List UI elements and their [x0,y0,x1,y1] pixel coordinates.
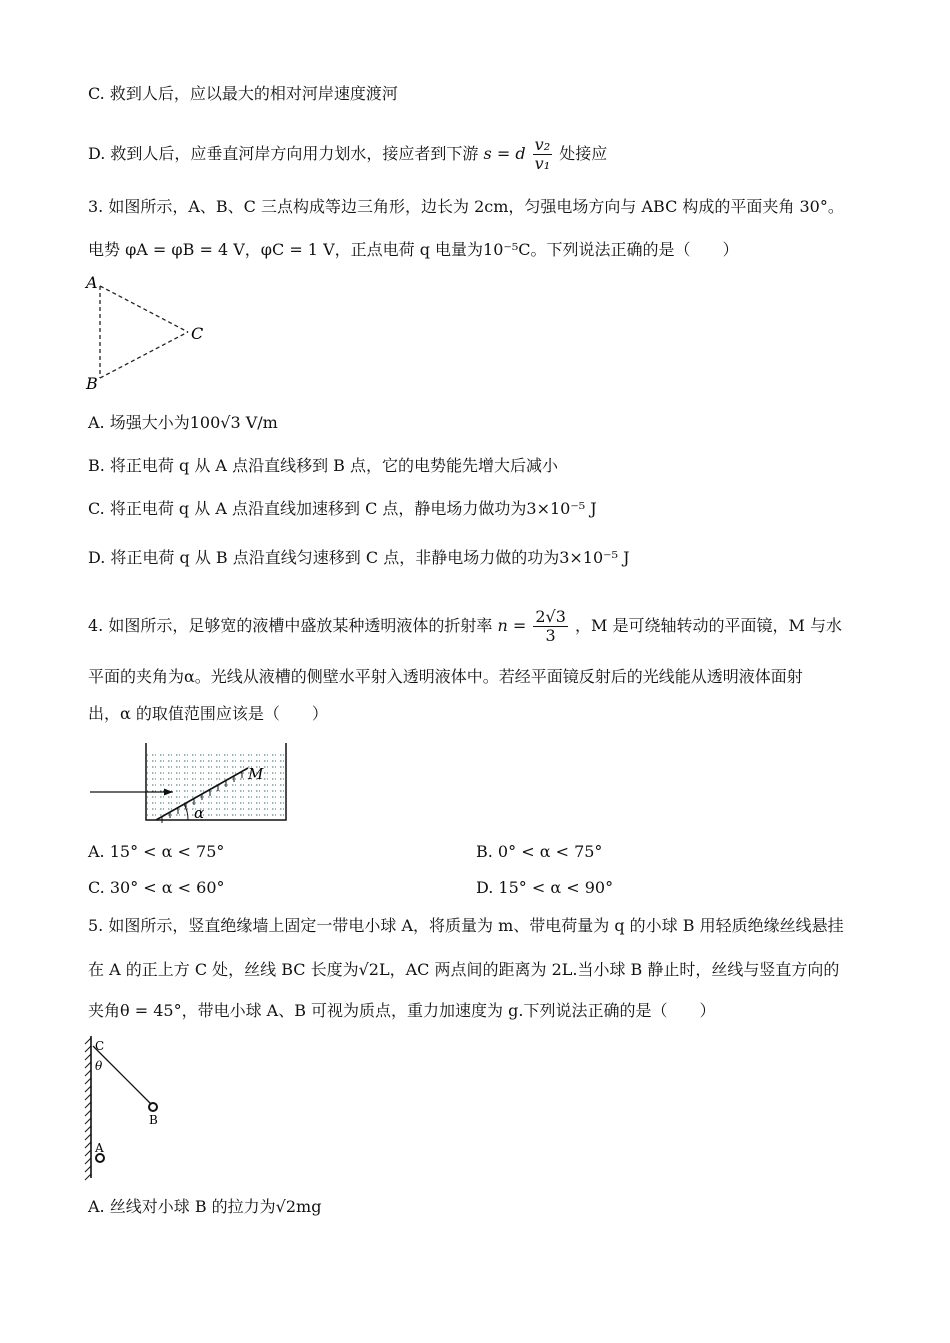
q4-option-a: A. 15° < α < 75° [88,842,225,861]
q4-stem-text: 4. 如图所示，足够宽的液槽中盛放某种透明液体的折射率 [88,616,493,635]
q2-option-d-denominator: v₁ [534,154,551,173]
q5-label-a: A [95,1141,104,1155]
q2-option-d-tail: 处接应 [559,144,608,163]
q2-option-d-text: D. 救到人后，应垂直河岸方向用力划水，接应者到下游 [88,144,479,163]
q4-liquid-tank-figure [88,740,303,824]
q4-stem-line2: 平面的夹角为α。光线从液槽的侧壁水平射入透明液体中。若经平面镜反射后的光线能从透明液体面射 [88,667,803,686]
q5-ball-a [96,1154,104,1162]
q3-side-ac [100,286,188,332]
q5-stem-line2: 在 A 的正上方 C 处，丝线 BC 长度为√2L，AC 两点间的距离为 2L.当小球 B 静止时，丝线与竖直方向的 [88,960,840,979]
q4-label-m: M [248,765,264,783]
q3-option-d: D. 将正电荷 q 从 B 点沿直线匀速移到 C 点，非静电场力做的功为3×10⁻⁵ J [88,548,630,567]
q3-side-bc [100,332,188,378]
q5-ball-b [149,1103,157,1111]
q3-label-b: B [86,374,98,393]
q4-stem-text-tail: ，M 是可绕轴转动的平面镜，M 与水 [575,616,842,635]
q3-option-c: C. 将正电荷 q 从 A 点沿直线加速移到 C 点，静电场力做功为3×10⁻⁵ J [88,499,597,518]
q3-label-c: C [191,324,204,343]
q4-stem-line1 [88,608,842,645]
q2-option-d-fraction [533,136,552,173]
q5-stem-line1: 5. 如图所示，竖直绝缘墙上固定一带电小球 A，将质量为 m、带电荷量为 q 的小球 B 用轻质绝缘丝线悬挂 [88,916,844,935]
q3-stem-line2: 电势 φA = φB = 4 V，φC = 1 V，正点电荷 q 电量为10⁻⁵C。下列说法正确的是（ ） [88,240,739,259]
q4-n-denominator: 3 [545,626,556,645]
q4-option-d: D. 15° < α < 90° [476,878,614,897]
q4-option-b: B. 0° < α < 75° [476,842,603,861]
q3-stem-line1: 3. 如图所示，A、B、C 三点构成等边三角形，边长为 2cm，匀强电场方向与 ABC 构成的平面夹角 30°。 [88,197,844,216]
q2-option-c: C. 救到人后，应以最大的相对河岸速度渡河 [88,84,398,103]
q5-label-b: B [149,1113,158,1127]
q4-n-symbol: n = [497,616,527,635]
q3-triangle-figure [84,272,214,397]
q5-label-c: C [95,1039,105,1053]
q5-wall-figure [82,1032,172,1182]
q2-option-d-numerator: v₂ [534,135,551,154]
q2-option-d [88,136,607,173]
q4-n-fraction [533,608,568,645]
q5-label-theta: θ [95,1059,103,1073]
q3-option-a: A. 场强大小为100√3 V/m [88,413,278,432]
q4-option-c: C. 30° < α < 60° [88,878,225,897]
q4-n-numerator: 2√3 [535,607,566,626]
q5-wall-hatching [85,1038,91,1180]
q3-option-b: B. 将正电荷 q 从 A 点沿直线移到 B 点，它的电势能先增大后减小 [88,456,559,475]
q5-option-a: A. 丝线对小球 B 的拉力为√2mg [88,1197,322,1216]
q5-thread-bc [93,1046,152,1105]
q4-label-alpha: α [194,804,205,822]
q4-liquid [146,750,286,820]
q2-option-d-formula: s = d [483,144,526,163]
q4-stem-line3: 出，α 的取值范围应该是（ ） [88,704,328,723]
q5-stem-line3: 夹角θ = 45°，带电小球 A、B 可视为质点，重力加速度为 g.下列说法正确的是（ ） [88,1001,716,1020]
q3-label-a: A [86,273,98,292]
